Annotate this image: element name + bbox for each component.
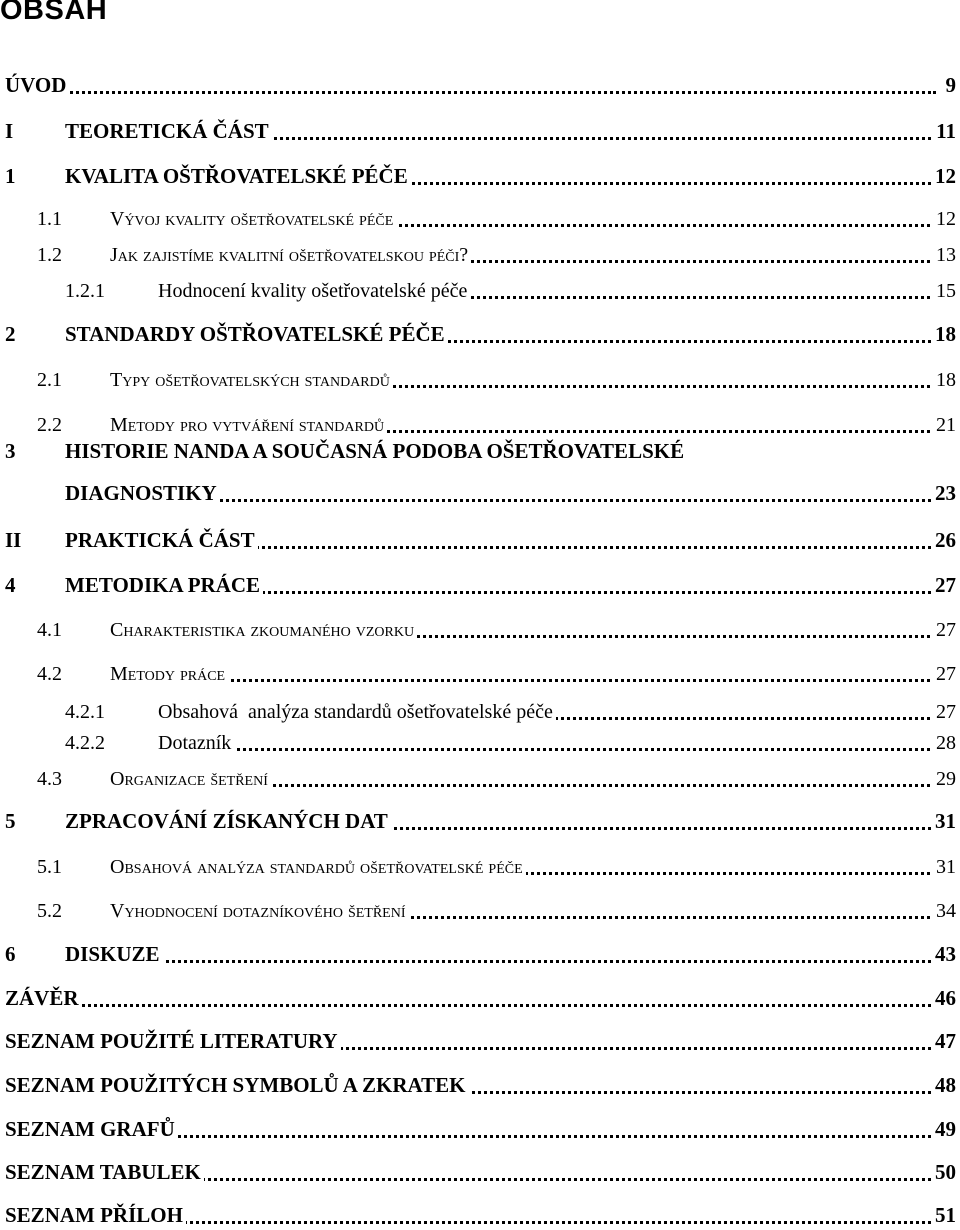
toc-entry-title: PRAKTICKÁ ČÁST — [65, 530, 258, 551]
toc-entry-page: 46 — [932, 988, 956, 1009]
toc-entry-number: 4.2.1 — [65, 701, 105, 723]
toc-entry-page: 23 — [932, 483, 956, 504]
toc-entry-title-line-1: HISTORIE NANDA A SOUČASNÁ PODOBA OŠETŘOVATELSKÉ — [65, 439, 685, 463]
toc-entry-page: 21 — [933, 415, 956, 435]
toc-entry-literatura[interactable] — [0, 1020, 956, 1056]
toc-entry-uvod[interactable] — [0, 64, 956, 100]
toc-entry-page: 49 — [932, 1119, 956, 1140]
toc-entry-page: 11 — [933, 121, 956, 142]
toc-entry-page: 47 — [932, 1031, 956, 1052]
toc-entry-page: 51 — [932, 1205, 956, 1226]
toc-entry-title: Typy ošetřovatelských standardů — [110, 370, 393, 390]
toc-entry-section-2-1[interactable] — [0, 358, 956, 394]
toc-entry-page: 15 — [933, 281, 956, 301]
toc-entry-title: SEZNAM GRAFŮ — [5, 1119, 178, 1140]
toc-entry-number: 4 — [5, 573, 16, 597]
toc-entry-title: Charakteristika zkoumaného vzorku — [110, 620, 417, 640]
toc-entry-teoreticka-cast[interactable] — [0, 110, 956, 146]
toc-entry-page: 27 — [933, 702, 956, 722]
toc-entry-grafy[interactable] — [0, 1108, 956, 1144]
toc-entry-zaver[interactable] — [0, 977, 956, 1013]
toc-entry-number: 1 — [5, 164, 16, 188]
toc-entry-section-1-2[interactable] — [0, 233, 956, 269]
toc-entry-title: DISKUZE — [65, 944, 163, 965]
toc-entry-page: 31 — [932, 811, 956, 832]
toc-entry-page: 34 — [933, 901, 956, 921]
toc-entry-title: ZÁVĚR — [5, 988, 82, 1009]
toc-entry-section-5-2[interactable] — [0, 889, 956, 925]
toc-entry-title: SEZNAM POUŽITÉ LITERATURY — [5, 1031, 341, 1052]
toc-entry-number: 2 — [5, 322, 16, 346]
toc-entry-page: 18 — [932, 324, 956, 345]
toc-entry-title: Hodnocení kvality ošetřovatelské péče — [158, 281, 470, 301]
toc-entry-number: 5.1 — [37, 856, 62, 878]
toc-entry-page: 12 — [933, 209, 956, 229]
toc-entry-chapter-2[interactable] — [0, 313, 956, 349]
toc-entry-number: I — [5, 119, 14, 143]
toc-entry-title: Vyhodnocení dotazníkového šetření — [110, 901, 409, 921]
toc-entry-page: 26 — [932, 530, 956, 551]
dot-leader — [110, 679, 936, 682]
toc-entry-prilohy[interactable] — [0, 1194, 956, 1230]
toc-entry-title: SEZNAM TABULEK — [5, 1162, 204, 1183]
toc-entry-title: Dotazník — [158, 733, 234, 753]
toc-entry-page: 29 — [933, 769, 956, 789]
toc-entry-title: Obsahová analýza standardů ošetřovatelské péče — [158, 702, 556, 722]
toc-entry-page: 27 — [933, 620, 956, 640]
toc-entry-page: 28 — [933, 733, 956, 753]
toc-entry-title: Vývoj kvality ošetřovatelské péče — [110, 209, 396, 229]
toc-entry-title: ZPRACOVÁNÍ ZÍSKANÝCH DAT — [65, 811, 391, 832]
dot-leader — [158, 748, 936, 751]
toc-entry-page: 43 — [932, 944, 956, 965]
toc-entry-subsection-4-2-2[interactable] — [0, 721, 956, 757]
toc-entry-title: KVALITA OŠTŘOVATELSKÉ PÉČE — [65, 166, 411, 187]
toc-entry-prakticka-cast[interactable] — [0, 519, 956, 555]
dot-leader — [5, 1004, 936, 1007]
toc-entry-title: TEORETICKÁ ČÁST — [65, 121, 272, 142]
toc-entry-number: 1.1 — [37, 208, 62, 230]
toc-entry-section-1-1[interactable] — [0, 197, 956, 233]
toc-entry-tabulky[interactable] — [0, 1151, 956, 1187]
toc-entry-title: DIAGNOSTIKY — [65, 483, 220, 504]
toc-entry-chapter-6[interactable] — [0, 933, 956, 969]
toc-entry-title: Obsahová analýza standardů ošetřovatelské péče — [110, 857, 526, 877]
toc-entry-title: Jak zajistíme kvalitní ošetřovatelskou péči? — [110, 245, 471, 265]
toc-entry-number: 3 — [5, 439, 16, 463]
toc-entry-symboly[interactable] — [0, 1064, 956, 1100]
toc-entry-number: 5 — [5, 809, 16, 833]
toc-entry-number: 4.2.2 — [65, 732, 105, 754]
toc-entry-chapter-4[interactable] — [0, 564, 956, 600]
toc-entry-number: 6 — [5, 942, 16, 966]
toc-entry-number: 2.1 — [37, 369, 62, 391]
toc-entry-number: 4.3 — [37, 768, 62, 790]
toc-entry-number: 5.2 — [37, 900, 62, 922]
toc-entry-chapter-5[interactable] — [0, 800, 956, 836]
toc-entry-number: 1.2 — [37, 244, 62, 266]
toc-entry-title: SEZNAM POUŽITÝCH SYMBOLŮ A ZKRATEK — [5, 1075, 469, 1096]
toc-entry-page: 48 — [932, 1075, 956, 1096]
toc-entry-number: 1.2.1 — [65, 280, 105, 302]
toc-entry-title: ÚVOD — [5, 75, 69, 96]
toc-entry-title: METODIKA PRÁCE — [65, 575, 263, 596]
toc-entry-title: Organizace šetření — [110, 769, 271, 789]
toc-entry-subsection-1-2-1[interactable] — [0, 269, 956, 305]
page-title: OBSAH — [0, 0, 108, 26]
dot-leader — [5, 91, 936, 94]
toc-entry-page: 27 — [933, 664, 956, 684]
toc-entry-section-4-1[interactable] — [0, 608, 956, 644]
toc-entry-number: 4.2 — [37, 663, 62, 685]
toc-entry-chapter-1[interactable] — [0, 155, 956, 191]
toc-entry-chapter-3[interactable] — [0, 439, 956, 508]
toc-entry-page: 13 — [933, 245, 956, 265]
dot-leader — [65, 960, 936, 963]
toc-entry-number: II — [5, 528, 22, 552]
toc-entry-page: 9 — [943, 75, 957, 96]
toc-entry-section-4-3[interactable] — [0, 757, 956, 793]
toc-entry-section-2-2[interactable] — [0, 403, 956, 439]
toc-entry-section-5-1[interactable] — [0, 845, 956, 881]
toc-entry-page: 12 — [932, 166, 956, 187]
toc-entry-page: 27 — [932, 575, 956, 596]
toc-entry-title: SEZNAM PŘÍLOH — [5, 1205, 186, 1226]
toc-entry-page: 31 — [933, 857, 956, 877]
toc-entry-title: Metody pro vytváření standardů — [110, 415, 387, 435]
toc-entry-title: Metody práce — [110, 664, 228, 684]
toc-entry-section-4-2[interactable] — [0, 652, 956, 688]
toc-entry-number: 2.2 — [37, 414, 62, 436]
toc-entry-number: 4.1 — [37, 619, 62, 641]
toc-entry-page: 50 — [932, 1162, 956, 1183]
toc-entry-title: STANDARDY OŠTŘOVATELSKÉ PÉČE — [65, 324, 448, 345]
toc-entry-page: 18 — [933, 370, 956, 390]
